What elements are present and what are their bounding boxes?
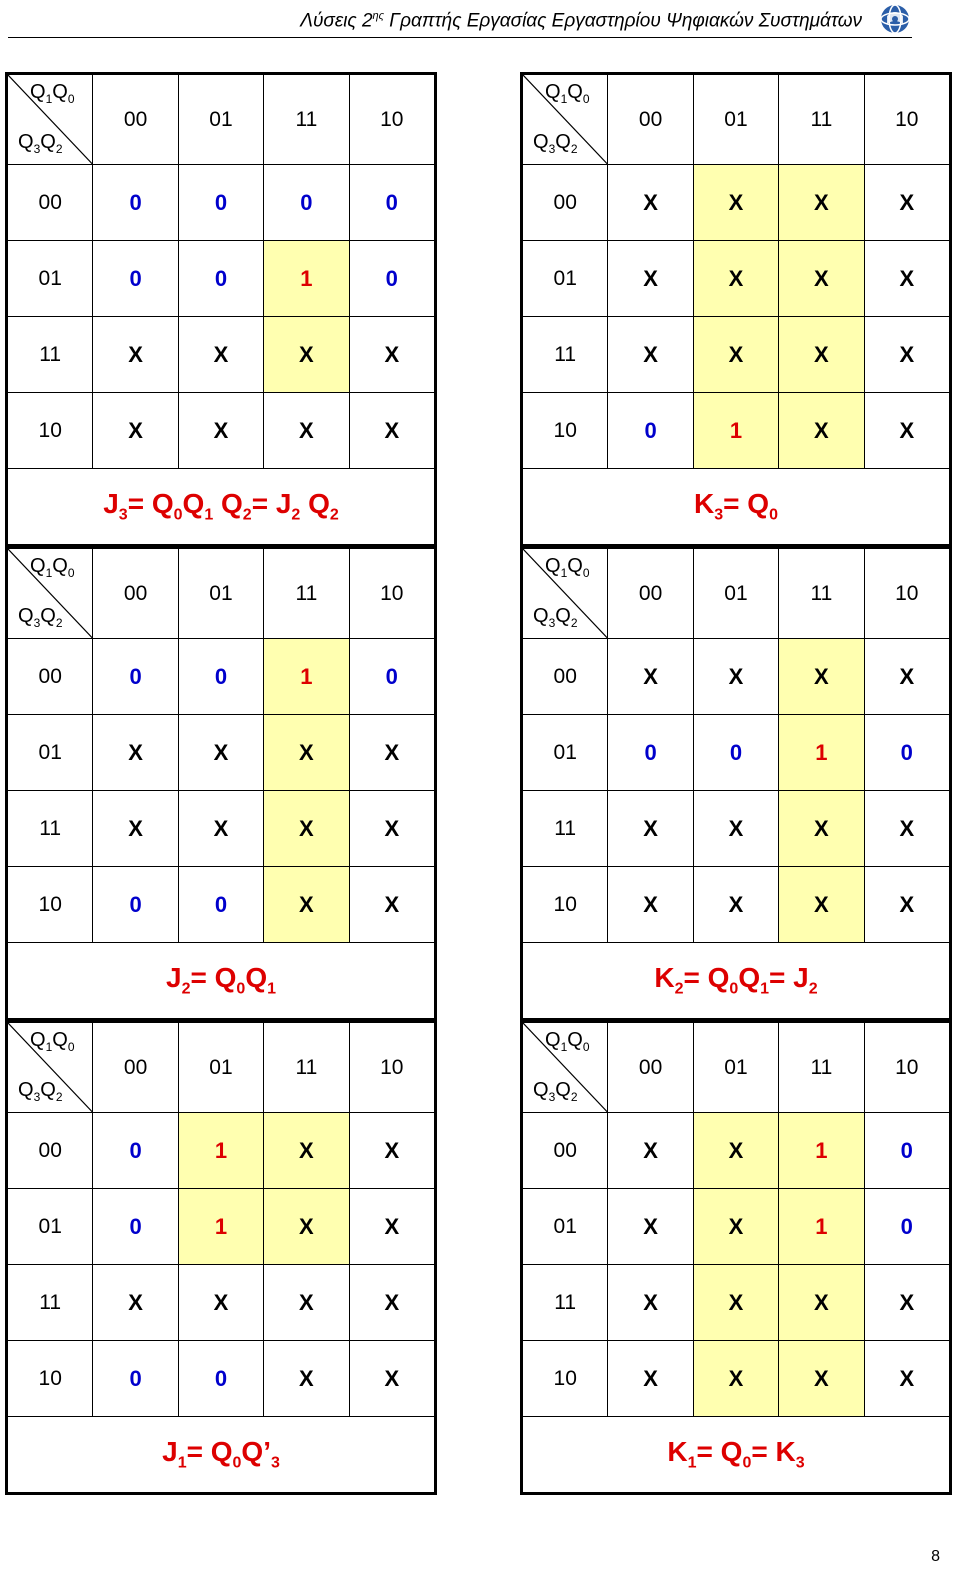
kmap-cell: 0 [178, 639, 263, 715]
col-header: 01 [178, 549, 263, 639]
row-header: 11 [523, 317, 608, 393]
kmap-cell: X [779, 791, 864, 867]
page-number: 8 [931, 1548, 940, 1565]
kmap-cell: X [779, 639, 864, 715]
kmap-cell: X [693, 1113, 778, 1189]
kmap-4 [520, 546, 952, 1021]
row-header: 10 [8, 867, 93, 943]
row-header: 11 [523, 791, 608, 867]
kmap-cell: 0 [93, 1189, 178, 1265]
col-header: 00 [93, 549, 178, 639]
kmap-cell: X [779, 867, 864, 943]
row-header: 01 [8, 715, 93, 791]
kmap-cell: 1 [693, 393, 778, 469]
corner-col-vars: $Q_1Q_0$ [545, 555, 590, 580]
kmap-cell: X [264, 1265, 349, 1341]
kmap-cell: 0 [608, 393, 693, 469]
kmap-cell: X [864, 393, 949, 469]
corner-col-vars: $Q_1Q_0$ [30, 555, 75, 580]
row-header: 00 [8, 1113, 93, 1189]
row-header: 01 [523, 241, 608, 317]
kmap-cell: X [264, 791, 349, 867]
kmap-cell: X [93, 393, 178, 469]
kmap-cell: X [349, 791, 434, 867]
row-header: 10 [523, 393, 608, 469]
row-header: 01 [523, 715, 608, 791]
kmap-cell: 1 [779, 1189, 864, 1265]
kmap-corner [523, 1023, 608, 1113]
col-header: 11 [779, 75, 864, 165]
col-header: 00 [93, 75, 178, 165]
kmap-cell: X [608, 1113, 693, 1189]
col-header: 10 [864, 75, 949, 165]
kmap-cell: X [779, 241, 864, 317]
col-header: 10 [864, 549, 949, 639]
kmap-cell: 0 [178, 165, 263, 241]
kmap-cell: X [864, 241, 949, 317]
kmap-cell: 0 [93, 867, 178, 943]
col-header: 10 [349, 75, 434, 165]
kmap-cell: X [349, 1341, 434, 1417]
corner-col-vars: $Q_1Q_0$ [545, 81, 590, 106]
kmap-cell: X [864, 639, 949, 715]
kmap-cell: X [779, 393, 864, 469]
kmap-cell: X [349, 715, 434, 791]
corner-row-vars: $Q_3Q_2$ [533, 131, 578, 156]
kmap-cell: X [178, 393, 263, 469]
kmap-cell: X [864, 165, 949, 241]
kmap-cell: X [693, 165, 778, 241]
kmap-corner [8, 75, 93, 165]
corner-col-vars: $Q_1Q_0$ [545, 1029, 590, 1054]
kmap-cell: X [693, 1341, 778, 1417]
kmap-cell: X [693, 317, 778, 393]
kmap-cell: X [608, 241, 693, 317]
kmap-corner [8, 1023, 93, 1113]
kmap-cell: 1 [264, 639, 349, 715]
kmap-cell: 0 [178, 867, 263, 943]
corner-col-vars: $Q_1Q_0$ [30, 1029, 75, 1054]
kmap-cell: X [264, 1341, 349, 1417]
kmap-cell: X [608, 639, 693, 715]
kmap-cell: X [264, 317, 349, 393]
kmap-cell: X [864, 867, 949, 943]
kmap-cell: 0 [693, 715, 778, 791]
kmap-cell: 0 [178, 241, 263, 317]
kmap-cell: X [608, 867, 693, 943]
kmap-equation: $J_3= Q_0Q_1$ $Q_2= J_2$ $Q_2$ [8, 469, 435, 545]
corner-row-vars: $Q_3Q_2$ [18, 605, 63, 630]
kmap-cell: 1 [779, 715, 864, 791]
kmap-cell: X [349, 317, 434, 393]
kmap-cell: 0 [349, 165, 434, 241]
col-header: 01 [693, 1023, 778, 1113]
col-header: 11 [264, 75, 349, 165]
kmap-cell: 0 [178, 1341, 263, 1417]
kmap-cell: X [864, 1341, 949, 1417]
row-header: 00 [523, 1113, 608, 1189]
kmap-cell: 0 [864, 1189, 949, 1265]
kmap-cell: X [693, 639, 778, 715]
kmap-cell: X [349, 867, 434, 943]
kmap-cell: X [779, 317, 864, 393]
kmap-equation: $K_3= Q_0$ [523, 469, 950, 545]
kmap-cell: 1 [178, 1113, 263, 1189]
kmap-5 [5, 1020, 437, 1495]
kmap-cell: 1 [779, 1113, 864, 1189]
kmap-cell: X [349, 1113, 434, 1189]
kmap-cell: 0 [93, 639, 178, 715]
corner-row-vars: $Q_3Q_2$ [533, 605, 578, 630]
kmap-cell: 0 [608, 715, 693, 791]
kmap-cell: X [608, 791, 693, 867]
kmap-cell: 0 [264, 165, 349, 241]
kmap-cell: 0 [349, 639, 434, 715]
row-header: 10 [523, 1341, 608, 1417]
kmap-cell: X [349, 1189, 434, 1265]
page-header [0, 0, 912, 40]
kmap-cell: X [864, 317, 949, 393]
kmap-6 [520, 1020, 952, 1495]
kmap-cell: X [264, 1189, 349, 1265]
kmap-1 [5, 72, 437, 547]
kmap-cell: X [608, 1341, 693, 1417]
col-header: 00 [608, 549, 693, 639]
row-header: 11 [8, 791, 93, 867]
row-header: 01 [8, 241, 93, 317]
col-header: 10 [349, 549, 434, 639]
kmap-cell: X [349, 1265, 434, 1341]
kmap-cell: 0 [93, 241, 178, 317]
kmap-cell: X [264, 867, 349, 943]
kmap-corner [8, 549, 93, 639]
col-header: 00 [608, 75, 693, 165]
kmap-cell: 0 [93, 165, 178, 241]
row-header: 10 [523, 867, 608, 943]
row-header: 11 [8, 1265, 93, 1341]
row-header: 10 [8, 393, 93, 469]
kmap-cell: 0 [93, 1113, 178, 1189]
kmap-cell: X [779, 165, 864, 241]
row-header: 01 [8, 1189, 93, 1265]
col-header: 00 [93, 1023, 178, 1113]
row-header: 11 [8, 317, 93, 393]
kmap-cell: 1 [178, 1189, 263, 1265]
row-header: 10 [8, 1341, 93, 1417]
corner-row-vars: $Q_3Q_2$ [18, 131, 63, 156]
corner-col-vars: $Q_1Q_0$ [30, 81, 75, 106]
kmap-equation: $K_2= Q_0Q_1= J_2$ [523, 943, 950, 1019]
kmap-cell: X [93, 715, 178, 791]
kmap-corner [523, 75, 608, 165]
kmap-cell: X [264, 1113, 349, 1189]
kmap-cell: X [693, 867, 778, 943]
corner-row-vars: $Q_3Q_2$ [533, 1079, 578, 1104]
kmap-cell: X [693, 241, 778, 317]
kmap-cell: X [178, 317, 263, 393]
kmap-cell: X [608, 1189, 693, 1265]
col-header: 10 [349, 1023, 434, 1113]
col-header: 00 [608, 1023, 693, 1113]
row-header: 00 [523, 639, 608, 715]
kmap-cell: 0 [864, 1113, 949, 1189]
kmap-cell: X [178, 715, 263, 791]
kmap-cell: X [693, 1265, 778, 1341]
kmap-cell: X [178, 1265, 263, 1341]
kmap-cell: X [349, 393, 434, 469]
row-header: 00 [8, 165, 93, 241]
row-header: 01 [523, 1189, 608, 1265]
kmap-cell: X [864, 791, 949, 867]
kmap-cell: X [608, 317, 693, 393]
col-header: 10 [864, 1023, 949, 1113]
kmap-cell: 1 [264, 241, 349, 317]
col-header: 11 [779, 549, 864, 639]
kmap-cell: X [264, 715, 349, 791]
col-header: 11 [264, 549, 349, 639]
university-logo-icon [878, 2, 912, 36]
kmap-equation: $J_2= Q_0Q_1$ [8, 943, 435, 1019]
col-header: 11 [264, 1023, 349, 1113]
kmap-cell: X [93, 317, 178, 393]
kmap-cell: X [608, 1265, 693, 1341]
kmap-equation: $K_1= Q_0= K_3$ [523, 1417, 950, 1493]
kmap-cell: 0 [349, 241, 434, 317]
corner-row-vars: $Q_3Q_2$ [18, 1079, 63, 1104]
col-header: 01 [178, 1023, 263, 1113]
kmap-cell: X [608, 165, 693, 241]
kmap-cell: X [93, 1265, 178, 1341]
kmap-cell: X [693, 1189, 778, 1265]
kmap-cell: 0 [93, 1341, 178, 1417]
row-header: 11 [523, 1265, 608, 1341]
kmap-corner [523, 549, 608, 639]
col-header: 01 [693, 549, 778, 639]
kmap-3 [5, 546, 437, 1021]
kmap-cell: 0 [864, 715, 949, 791]
col-header: 11 [779, 1023, 864, 1113]
kmap-2 [520, 72, 952, 547]
kmap-cell: X [779, 1265, 864, 1341]
kmap-cell: X [779, 1341, 864, 1417]
kmap-cell: X [264, 393, 349, 469]
header-title: Λύσεις $2^{\eta\varsigma}$ Γραπτής Εργασίας Εργαστηρίου Ψηφιακών Συστημάτων [300, 10, 862, 32]
kmap-equation: $J_1=$ $Q_0Q’_3$ [8, 1417, 435, 1493]
kmap-cell: X [178, 791, 263, 867]
kmap-cell: X [864, 1265, 949, 1341]
col-header: 01 [178, 75, 263, 165]
kmap-cell: X [93, 791, 178, 867]
kmap-cell: X [693, 791, 778, 867]
col-header: 01 [693, 75, 778, 165]
row-header: 00 [523, 165, 608, 241]
row-header: 00 [8, 639, 93, 715]
